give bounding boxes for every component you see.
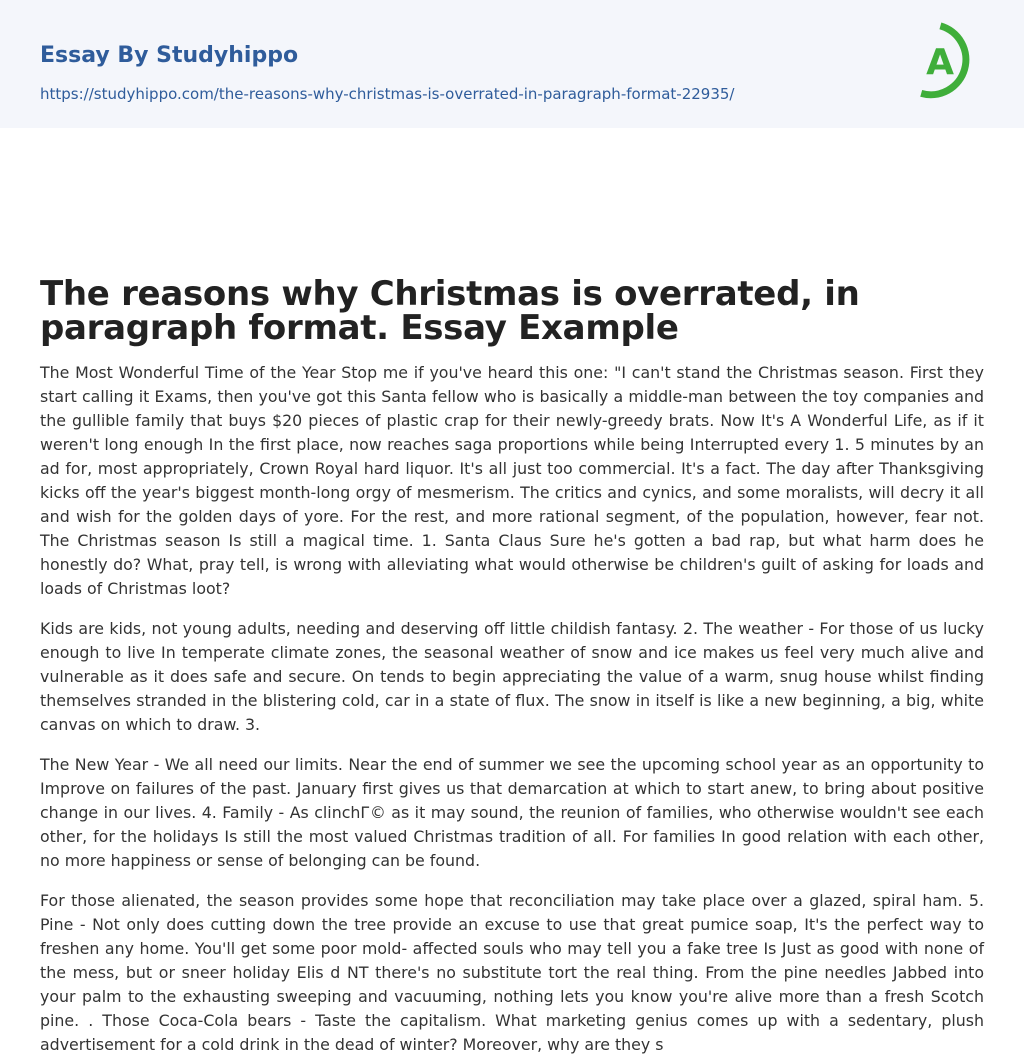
article-main (0, 128, 1024, 1057)
article-title: The reasons why Christmas is overrated, in paragraph format. Essay Example (40, 274, 860, 348)
site-header (0, 0, 1024, 128)
article-paragraph-4: For those alienated, the season provides some hope that reconciliation may take place over a glazed, spiral ham. 5. Pine - Not only does cutting down the tree provide an excuse to use that great pumice soap, It's the perfect way to freshen any home. You'll get some poor mold- affected souls who may tell you a fake tree Is Just as good with none of the mess, but or sneer holiday Elis d NT there's no substitute tort the real thing. From the pine needles Jabbed into your palm to the exhausting sweeping and vacuuming, nothing lets you know you're alive more than a fresh Scotch pine. . Those Coca-Cola bears - Taste the capitalism. What marketing genius comes up with a sedentary, plush advertisement for a cold drink in the dead of winter? Moreover, why are they s (40, 891, 984, 1054)
article-paragraph-1: The Most Wonderful Time of the Year Stop me if you've heard this one: "I can't stand the Christmas season. First they start calling it Exams, then you've got this Santa fellow who is basically a middle-man between the toy companies and the gullible family that buys $20 pieces of plastic crap for their newly-greedy brats. Now It's A Wonderful Life, as if it weren't long enough In the first place, now reaches saga proportions while being Interrupted every 1. 5 minutes by an ad for, most appropriately, Crown Royal hard liquor. It's all just too commercial. It's a fact. The day after Thanksgiving kicks off the year's biggest month-long orgy of mesmerism. The critics and cynics, and some moralists, will decry it all and wish for the golden days of yore. For the rest, and more rational segment, of the population, however, fear not. The Christmas season Is still a magical time. 1. Santa Claus Sure he's gotten a bad rap, but what harm does he honestly do? What, pray tell, is wrong with alleviating what would otherwise be children's guilt of asking for loads and loads of Christmas loot? (40, 363, 984, 598)
article-paragraph-3: The New Year - We all need our limits. Near the end of summer we see the upcoming school year as an opportunity to Improve on failures of the past. January first gives us that demarcation at which to start anew, to bring about positive change in our lives. 4. Family - As clinchГ© as it may sound, the reunion of families, who otherwise wouldn't see each other, for the holidays Is still the most valued Christmas tradition of all. For families In good relation with each other, no more happiness or sense of belonging can be found. (40, 755, 984, 870)
studyhippo-logo-icon[interactable] (912, 18, 986, 106)
article-paragraph-2: Kids are kids, not young adults, needing and deserving off little childish fantasy. 2. The weather - For those of us lucky enough to live In temperate climate zones, the seasonal weather of snow and ice makes us feel very much alive and vulnerable as it does safe and secure. On tends to begin appreciating the value of a warm, snug house whilst finding themselves stranded in the blistering cold, car in a state of flux. The snow in itself is like a new beginning, a big, white canvas on which to draw. 3. (40, 619, 984, 734)
article-url-link[interactable]: https://studyhippo.com/the-reasons-why-christmas-is-overrated-in-paragraph-format-22935/ (40, 85, 735, 103)
site-brand[interactable]: Essay By Studyhippo (40, 43, 299, 68)
article-body (40, 361, 984, 1057)
logo-letter: A (926, 42, 954, 83)
